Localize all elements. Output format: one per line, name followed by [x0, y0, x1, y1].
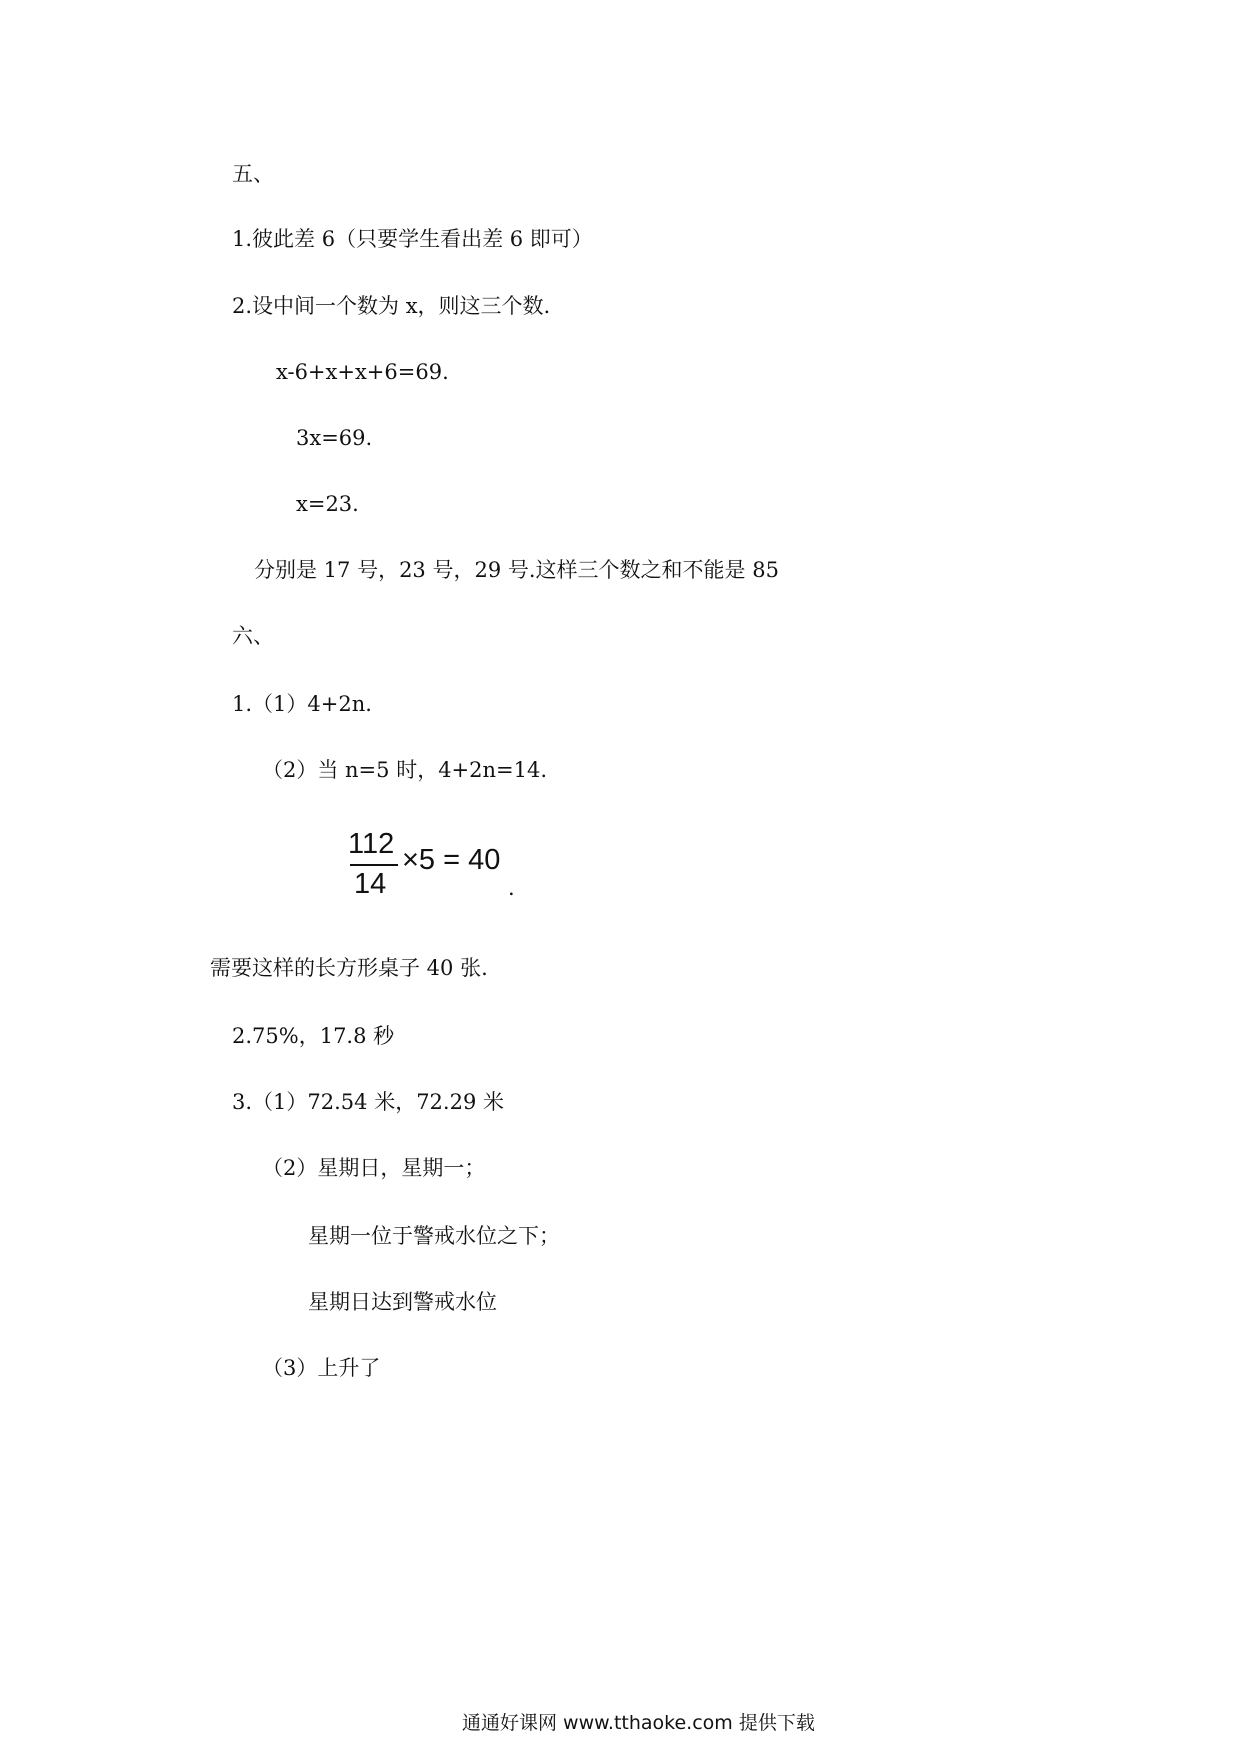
section-6-question-1-conclusion: 需要这样的长方形桌子 40 张. [210, 956, 488, 980]
equation-line-1: x-6+x+x+6=69. [276, 360, 449, 384]
section-6-question-3-part-2: （2）星期日，星期一； [262, 1156, 486, 1180]
section-5-answer: 分别是 17 号，23 号，29 号.这样三个数之和不能是 85 [254, 558, 779, 582]
section-5-heading: 五、 [232, 162, 274, 186]
section-6-question-3-part-2b: 星期日达到警戒水位 [308, 1290, 497, 1314]
footer-source-note: 通通好课网 www.tthaoke.com 提供下载 [462, 1712, 815, 1734]
section-6-heading: 六、 [232, 624, 274, 648]
equation-line-3: x=23. [296, 492, 359, 516]
section-6-question-2: 2.75%，17.8 秒 [232, 1024, 395, 1048]
section-6-question-3-part-1: 3.（1）72.54 米，72.29 米 [232, 1090, 504, 1114]
section-6-question-3-part-3: （3）上升了 [262, 1356, 381, 1380]
fraction-denominator: 14 [354, 868, 387, 900]
fraction-numerator: 112 [348, 828, 395, 860]
formula-period: . [508, 876, 515, 900]
equation-line-2: 3x=69. [296, 426, 373, 450]
section-6-question-3-part-2a: 星期一位于警戒水位之下； [308, 1224, 560, 1248]
fraction-formula [346, 828, 526, 898]
formula-result: ×5 = 40 [402, 844, 501, 876]
section-6-question-1-part-1: 1.（1）4+2n. [232, 692, 372, 716]
section-6-question-1-part-2: （2）当 n=5 时，4+2n=14. [262, 758, 548, 782]
fraction-bar [350, 864, 398, 866]
section-5-question-1: 1.彼此差 6（只要学生看出差 6 即可） [232, 227, 593, 251]
section-5-question-2: 2.设中间一个数为 x，则这三个数. [232, 294, 551, 318]
